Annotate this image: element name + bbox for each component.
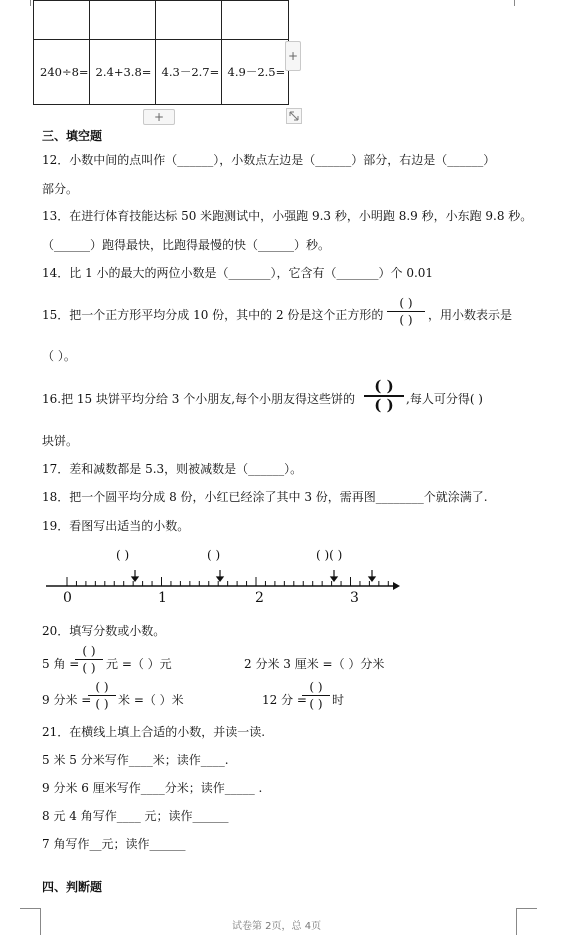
question-14: 14．比 1 小的最大的两位小数是（_______），它含有（_______）个 0.01	[42, 266, 434, 280]
q20-item: 时	[332, 693, 345, 707]
fraction-blank: ( ) ( )	[302, 680, 330, 711]
section-title: 四、判断题	[42, 880, 103, 894]
table-cell: 4.9－2.5=	[221, 40, 288, 105]
q20-item: 米 =（ ）米	[118, 693, 184, 707]
axis-tick-label: 2	[255, 590, 264, 606]
page-footer: 试卷第 2页，总 4页	[232, 921, 322, 932]
crop-mark-bottom-right	[516, 908, 537, 935]
crop-mark-top-left	[14, 0, 31, 6]
fraction-blank: ( ) ( )	[75, 644, 103, 675]
question-15	[42, 306, 383, 323]
q21-line: 7 角写作__元；读作______	[42, 837, 186, 851]
question-12-cont: 部分。	[42, 182, 79, 196]
question-17: 17．差和减数都是 5.3，则被减数是（______）。	[42, 462, 303, 476]
calculation-table	[33, 0, 289, 105]
question-13-cont: （______）跑得最快，比跑得最慢的快（______）秒。	[42, 238, 331, 252]
question-13: 13．在进行体育技能达标 50 米跑测试中，小强跑 9.3 秒，小明跑 8.9 秒，小东跑 9.8 秒。	[42, 209, 533, 223]
q20-item: 5 角 =	[42, 657, 80, 671]
question-20: 20．填写分数或小数。	[42, 624, 166, 638]
resize-handle-icon[interactable]	[286, 108, 302, 124]
table-cell: 4.3－2.7=	[155, 40, 221, 105]
axis-tick-label: 0	[63, 590, 72, 606]
crop-mark-top-right	[514, 0, 535, 6]
add-column-button[interactable]: +	[285, 41, 301, 71]
section-title: 三、填空题	[42, 129, 103, 143]
add-row-button[interactable]: +	[143, 109, 175, 125]
axis-tick-label: 3	[350, 590, 359, 606]
answer-bracket: ( )	[116, 548, 130, 562]
question-16-tail: ,每人可分得( )	[406, 392, 483, 406]
question-18: 18．把一个圆平均分成 8 份，小红已经涂了其中 3 份，需再图________个就涂满了.	[42, 490, 488, 504]
number-line	[40, 566, 405, 592]
crop-mark-bottom-left	[20, 908, 41, 935]
q20-item: 2 分米 3 厘米 =（ ）分米	[244, 657, 385, 671]
question-15-text: 15．把一个正方形平均分成 10 份，其中的 2 份是这个正方形的	[42, 308, 384, 322]
question-15-tail: ，用小数表示是	[428, 308, 513, 322]
q20-item: 12 分 =	[262, 693, 307, 707]
question-15-cont: （ ）。	[42, 349, 76, 363]
question-16: 16.把 15 块饼平均分给 3 个小朋友,每个小朋友得这些饼的	[42, 392, 356, 406]
question-21: 21．在横线上填上合适的小数，并读一读.	[42, 725, 266, 739]
question-19: 19．看图写出适当的小数。	[42, 519, 190, 533]
table-cell: 2.4+3.8=	[89, 40, 155, 105]
question-16-cont: 块饼。	[42, 434, 79, 448]
fraction-blank: ( ) ( )	[88, 680, 116, 711]
axis-tick-label: 1	[158, 590, 167, 606]
q21-line: 5 米 5 分米写作____米；读作____.	[42, 753, 229, 767]
q21-line: 9 分米 6 厘米写作____分米；读作_____ .	[42, 781, 263, 795]
fraction-blank: ( ) ( )	[387, 296, 425, 327]
q20-item: 元 =（ ）元	[106, 657, 172, 671]
table-cell: 240÷8=	[34, 40, 90, 105]
answer-bracket: ( )( )	[316, 548, 343, 562]
question-12: 12．小数中间的点叫作（______），小数点左边是（______）部分，右边是（______）	[42, 153, 496, 167]
fraction-blank: ( ) ( )	[364, 379, 404, 413]
q20-item: 9 分米 =	[42, 693, 92, 707]
q21-line: 8 元 4 角写作____ 元；读作______	[42, 809, 229, 823]
answer-bracket: ( )	[207, 548, 221, 562]
